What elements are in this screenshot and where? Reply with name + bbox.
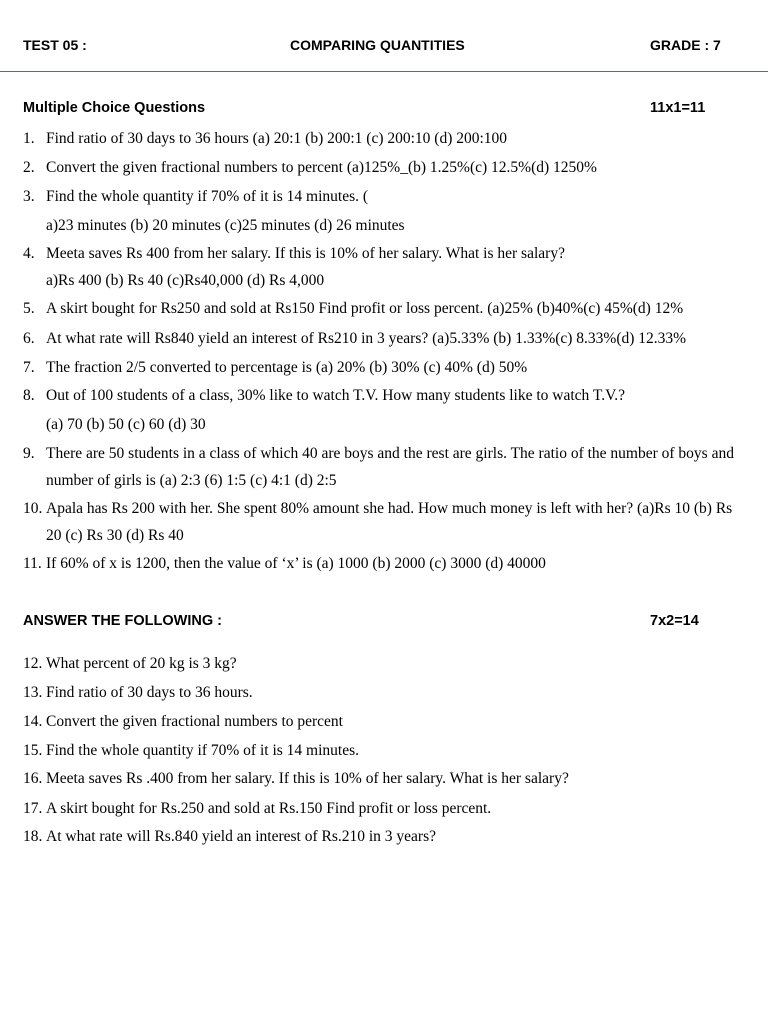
question-text: At what rate will Rs.840 yield an interest of Rs.210 in 3 years? bbox=[46, 828, 437, 845]
question-8 bbox=[23, 382, 748, 438]
question-number: 2. bbox=[23, 159, 35, 176]
answer-section-marks: 7x2=14 bbox=[650, 613, 699, 629]
question-1 bbox=[23, 125, 748, 152]
question-options: a)23 minutes (b) 20 minutes (c)25 minutes (d) 26 minutes bbox=[46, 217, 405, 234]
question-12 bbox=[23, 650, 748, 677]
question-number: 8. bbox=[23, 387, 35, 404]
question-text: At what rate will Rs840 yield an interest of Rs210 in 3 years? (a)5.33% (b) 1.33%(c) 8.33%(d) 12.33% bbox=[46, 330, 687, 347]
question-number: 15. bbox=[23, 742, 43, 759]
question-number: 9. bbox=[23, 445, 35, 462]
question-5 bbox=[23, 295, 748, 322]
page-header bbox=[0, 0, 768, 72]
question-text: Find ratio of 30 days to 36 hours. bbox=[46, 684, 253, 701]
question-text: A skirt bought for Rs250 and sold at Rs150 Find profit or loss percent. (a)25% (b)40%(c) 45%(d) 12% bbox=[46, 300, 684, 317]
question-2 bbox=[23, 154, 748, 181]
question-number: 10. bbox=[23, 500, 43, 517]
question-13 bbox=[23, 679, 748, 706]
question-9 bbox=[23, 440, 748, 494]
question-number: 11. bbox=[23, 555, 42, 572]
question-6 bbox=[23, 325, 748, 352]
question-11 bbox=[23, 550, 748, 577]
question-3 bbox=[23, 183, 748, 239]
question-text: What percent of 20 kg is 3 kg? bbox=[46, 655, 237, 672]
question-number: 14. bbox=[23, 713, 43, 730]
question-number: 13. bbox=[23, 684, 43, 701]
question-options: (a) 70 (b) 50 (c) 60 (d) 30 bbox=[46, 416, 206, 433]
question-18 bbox=[23, 823, 748, 850]
question-text: Meeta saves Rs .400 from her salary. If this is 10% of her salary. What is her salary? bbox=[46, 770, 569, 787]
question-17 bbox=[23, 795, 748, 822]
question-number: 12. bbox=[23, 655, 43, 672]
mcq-section-marks: 11x1=11 bbox=[650, 100, 706, 116]
question-number: 5. bbox=[23, 300, 35, 317]
question-text: A skirt bought for Rs.250 and sold at Rs.150 Find profit or loss percent. bbox=[46, 800, 492, 817]
question-14 bbox=[23, 708, 748, 735]
question-number: 3. bbox=[23, 188, 35, 205]
question-text: Meeta saves Rs 400 from her salary. If this is 10% of her salary. What is her salary? bbox=[46, 245, 565, 262]
question-text: Out of 100 students of a class, 30% like to watch T.V. How many students like to watch T.V.? bbox=[46, 387, 626, 404]
question-16 bbox=[23, 765, 748, 792]
question-text: Find the whole quantity if 70% of it is 14 minutes. bbox=[46, 742, 359, 759]
question-number: 1. bbox=[23, 130, 35, 147]
question-text: Find the whole quantity if 70% of it is 14 minutes. ( bbox=[46, 188, 369, 205]
question-text: Find ratio of 30 days to 36 hours (a) 20:1 (b) 200:1 (c) 200:10 (d) 200:100 bbox=[46, 130, 508, 147]
answer-section-heading bbox=[23, 613, 723, 629]
question-text: Convert the given fractional numbers to percent (a)125%_(b) 1.25%(c) 12.5%(d) 1250% bbox=[46, 159, 597, 176]
question-number: 4. bbox=[23, 245, 35, 262]
test-number: TEST 05 : bbox=[23, 37, 87, 53]
answer-section-title: ANSWER THE FOLLOWING : bbox=[23, 613, 222, 629]
question-text: The fraction 2/5 converted to percentage is (a) 20% (b) 30% (c) 40% (d) 50% bbox=[46, 359, 528, 376]
question-number: 6. bbox=[23, 330, 35, 347]
question-10 bbox=[23, 495, 748, 549]
question-7 bbox=[23, 354, 748, 381]
grade-label: GRADE : 7 bbox=[650, 37, 721, 53]
question-options: a)Rs 400 (b) Rs 40 (c)Rs40,000 (d) Rs 4,000 bbox=[46, 272, 325, 289]
mcq-section-title: Multiple Choice Questions bbox=[23, 100, 206, 116]
question-number: 18. bbox=[23, 828, 43, 845]
question-15 bbox=[23, 737, 748, 764]
question-4 bbox=[23, 240, 748, 294]
question-text: Apala has Rs 200 with her. She spent 80% amount she had. How much money is left with her? (a)Rs 10 (b) Rs 20 (c) Rs 30 (d) Rs 40 bbox=[46, 500, 733, 544]
question-text: If 60% of x is 1200, then the value of ‘x’ is (a) 1000 (b) 2000 (c) 3000 (d) 40000 bbox=[46, 555, 546, 572]
page-title: COMPARING QUANTITIES bbox=[290, 37, 465, 53]
question-number: 17. bbox=[23, 800, 43, 817]
question-text: There are 50 students in a class of which 40 are boys and the rest are girls. The ratio of the number of boys and number of girls is (a) 2:3 (6) 1:5 (c) 4:1 (d) 2:5 bbox=[46, 445, 734, 489]
question-number: 16. bbox=[23, 770, 43, 787]
question-number: 7. bbox=[23, 359, 35, 376]
question-text: Convert the given fractional numbers to percent bbox=[46, 713, 343, 730]
mcq-section-heading bbox=[23, 100, 723, 116]
